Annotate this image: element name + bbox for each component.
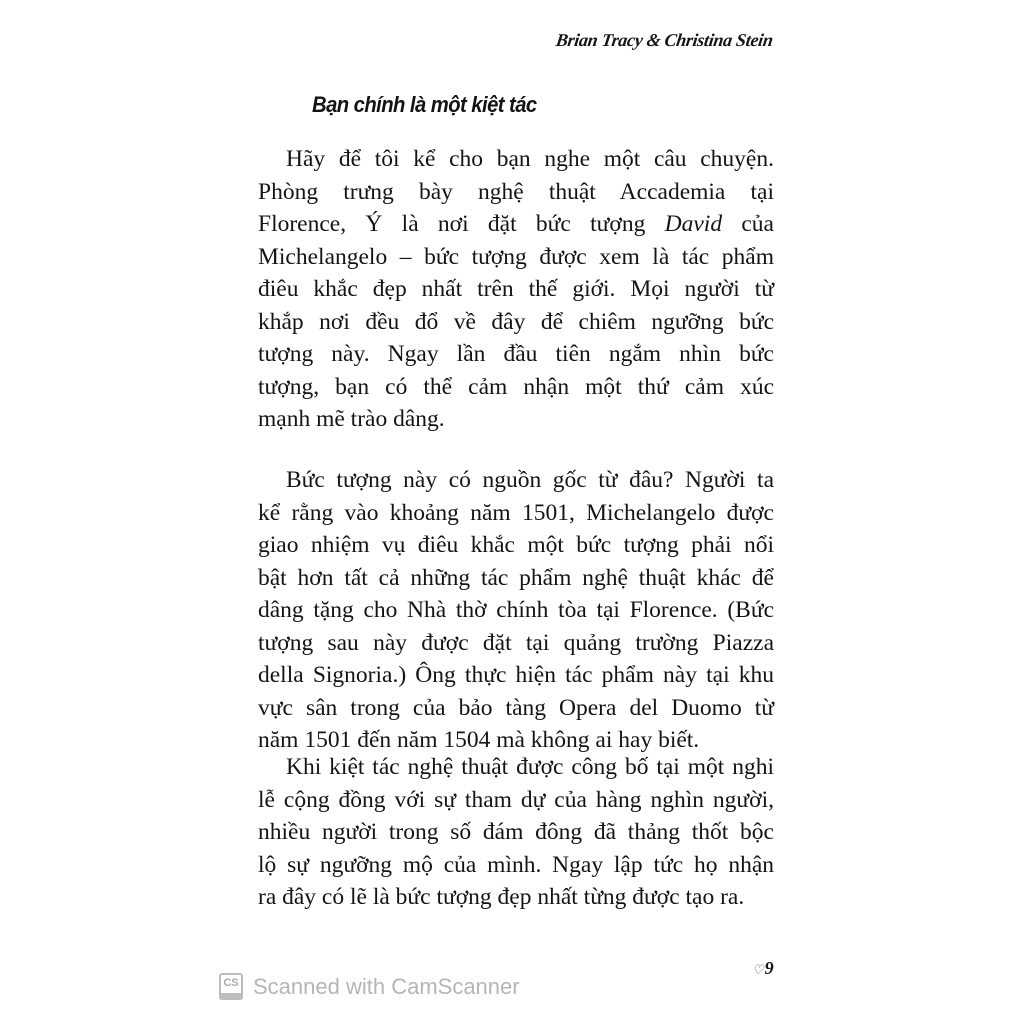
text-line: Phòng trưng bày nghệ thuật Accademia tại <box>258 178 774 205</box>
text-line: dâng tặng cho Nhà thờ chính tòa tại Florence. (Bức <box>258 597 774 623</box>
page-number <box>752 958 774 979</box>
text-line: ra đây có lẽ là bức tượng đẹp nhất từng được tạo ra. <box>258 884 745 910</box>
text-line: lộ sự ngưỡng mộ của mình. Ngay lập tức họ nhận <box>258 851 774 878</box>
text-line: tượng sau này được đặt tại quảng trường Piazza <box>258 629 774 656</box>
page-number-text: 9 <box>764 958 774 978</box>
ornament-icon: ♡ <box>752 962 764 977</box>
text-line: giao nhiệm vụ điêu khắc một bức tượng phải nổi <box>258 532 774 558</box>
text-line: tượng này. Ngay lần đầu tiên ngắm nhìn bức <box>258 341 774 367</box>
text-line: khắp nơi đều đổ về đây để chiêm ngưỡng bức <box>258 308 774 335</box>
paragraph-2 <box>258 464 774 757</box>
text-line: bật hơn tất cả những tác phẩm nghệ thuật khác để <box>258 564 774 591</box>
text-line: Bức tượng này có nguồn gốc từ đâu? Người ta <box>286 467 774 493</box>
text-line: Hãy để tôi kể cho bạn nghe một câu chuyện. <box>286 146 774 172</box>
text-line: tượng, bạn có thể cảm nhận một thứ cảm xúc <box>258 373 774 400</box>
text-line: điêu khắc đẹp nhất trên thế giới. Mọi người từ <box>258 276 774 302</box>
text-segment: của <box>722 211 774 237</box>
text-line: della Signoria.) Ông thực hiện tác phẩm này tại khu <box>258 662 774 688</box>
text-line: nhiều người trong số đám đông đã thảng thốt bộc <box>258 819 774 845</box>
text-line: kể rằng vào khoảng năm 1501, Michelangelo được <box>258 499 774 526</box>
text-line: vực sân trong của bảo tàng Opera del Duomo từ <box>258 694 774 721</box>
text-line: năm 1501 đến năm 1504 mà không ai hay biết. <box>258 727 700 753</box>
italic-title: David <box>664 211 723 237</box>
running-header-authors: Brian Tracy & Christina Stein <box>554 30 775 50</box>
paragraph-3 <box>258 751 774 914</box>
watermark-text: Scanned with CamScanner <box>253 973 520 999</box>
camscanner-watermark <box>219 973 520 1000</box>
text-line <box>258 208 774 241</box>
text-line: lễ cộng đồng với sự tham dự của hàng nghìn người, <box>258 786 774 813</box>
text-line: mạnh mẽ trào dâng. <box>258 406 445 432</box>
text-line: Khi kiệt tác nghệ thuật được công bố tại một nghi <box>286 754 774 780</box>
text-line: Michelangelo – bức tượng được xem là tác phẩm <box>258 243 774 270</box>
camscanner-logo-icon: CS <box>219 973 243 1000</box>
text-segment: Florence, Ý là nơi đặt bức tượng <box>258 211 665 237</box>
paragraph-1 <box>258 143 774 436</box>
section-title: Bạn chính là một kiệt tác <box>312 92 537 117</box>
